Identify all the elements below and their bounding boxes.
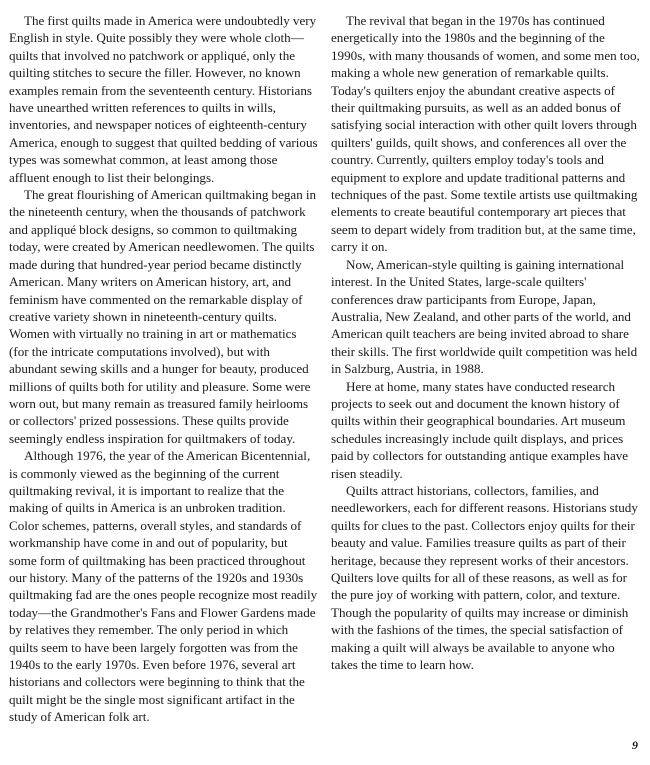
paragraph-international: Now, American-style quilting is gaining international interest. In the United States, large-scale quilters' conferences draw participants from Europe, Japan, Australia, New Zealand, and other parts of the world, and American quilt teachers are being invited abroad to share their skills. The first worldwide quilt competition was held in Salzburg, Austria, in 1988. bbox=[331, 256, 638, 377]
paragraph-state-research: Here at home, many states have conducted research projects to seek out and document the known history of quilts within their geographical boundaries. Art museum schedules increasingly include quilt displays, and prices paid by collectors for outstanding antique examples have risen steadily. bbox=[331, 378, 629, 481]
paragraph-bicentennial: Although 1976, the year of the American Bicentennial, is commonly viewed as the beginning of the current quiltmaking revival, it is important to realize that the making of quilts in America is an unbroken tradition. Color schemes, patterns, overall styles, and standards of workmanship have come in and out of popularity, but some form of quiltmaking has been practiced throughout our history. Many of the patterns of the 1920s and 1930s quiltmaking fad are the ones people recognize most readily today—the Grandmother's Fans and Flower Gardens made by relatives they remember. The only period in which quilts seem to have been largely forgotten was from the 1940s to the early 1970s. Even before 1976, several art historians and collectors were beginning to think that the quilt might be the single most significant artifact in the study of American folk art. bbox=[9, 448, 318, 725]
paragraph-nineteenth-century: The great flourishing of American quiltmaking began in the nineteenth century, when the thousands of patchwork and appliqué block designs, so common to quiltmaking today, were created by American needlewomen. The quilts made during that hundred-year period became distinctly American. Many writers on American history, art, and feminism have commented on the remarkable display of creative variety shown in nineteenth-century quilts. Women with virtually no training in art or mathematics (for the intricate computations involved), but with abundant sewing skills and a hunger for beauty, produced millions of quilts both for utility and pleasure. Some were worn out, but many remain as treasured family heirlooms or collectors' prized possessions. These quilts provide seemingly endless inspiration for quiltmakers of today. bbox=[9, 187, 317, 446]
paragraph-why-quilts: Quilts attract historians, collectors, families, and needleworkers, each for different reasons. Historians study quilts for clues to the past. Collectors enjoy quilts for their beauty and value. Families treasure quilts as part of their heritage, because they represent works of their ancestors. Quilters love quilts for all of these reasons, as well as for the pure joy of working with pattern, color, and texture. Though the popularity of quilts may increase or diminish with the fashions of the times, the special satisfaction of making a quilt will always be available to anyone who takes the time to learn how. bbox=[331, 482, 638, 673]
page-number: 9 bbox=[632, 738, 638, 752]
paragraph-early-quilts: The first quilts made in America were undoubtedly very English in style. Quite possibly they were whole cloth—quilts that involved no patchwork or appliqué, only the quilting stitches to secure the filler. However, no known examples remain from the seventeenth century. Historians have unearthed written references to quilts in wills, inventories, and newspaper notices of eighteenth-century America, enough to suggest that quilted bedding of various types was somewhat common, at least among those affluent enough to list their belongings. bbox=[9, 13, 318, 185]
left-text-column bbox=[9, 12, 318, 726]
right-text-column bbox=[331, 12, 640, 673]
paragraph-revival: The revival that began in the 1970s has continued energetically into the 1980s and the beginning of the 1990s, with many thousands of women, and some men too, making a whole new generation of remarkable quilts. Today's quilters enjoy the abundant creative aspects of their quiltmaking pursuits, as well as an added bonus of satisfying social interaction with other quilt lovers through quilters' guilds, quilt shows, and conferences all over the country. Currently, quilters employ today's tools and equipment to explore and update traditional patterns and techniques of the past. Some textile artists use quiltmaking elements to create beautiful contemporary art pieces that seem to depart widely from tradition but, at the same time, carry it on. bbox=[331, 13, 640, 255]
